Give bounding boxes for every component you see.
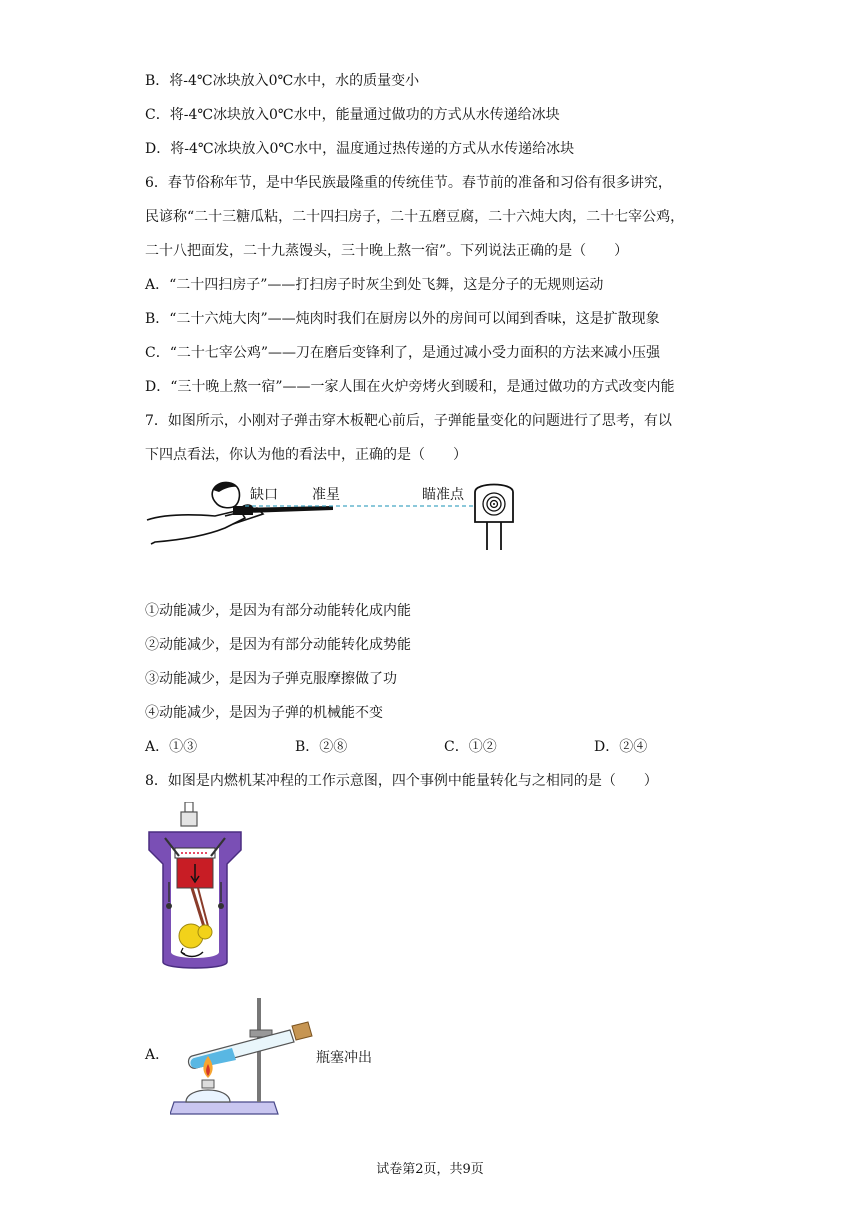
q7-option-c: C．①② [444,739,497,755]
q7-stem-line1: 7．如图所示，小刚对子弹击穿木板靶心前后，子弹能量变化的问题进行了思考，有以 [145,413,672,429]
q6-stem-line2: 民谚称“二十三糖瓜粘，二十四扫房子，二十五磨豆腐，二十六炖大肉，二十七宰公鸡， [145,209,685,225]
page-footer: 试卷第2页，共9页 [376,1162,484,1177]
q7-statement-1: ①动能减少，是因为有部分动能转化成内能 [145,603,411,619]
q6-option-c: C．“二十七宰公鸡”——刀在磨后变锋利了，是通过减小受力面积的方法来减小压强 [145,345,661,361]
q8-option-a-caption: 瓶塞冲出 [316,1050,372,1066]
q5-option-d: D．将-4℃冰块放入0℃水中，温度通过热传递的方式从水传递给冰块 [145,141,575,157]
q8-stem: 8．如图是内燃机某冲程的工作示意图，四个事例中能量转化与之相同的是（ ） [145,773,658,789]
q7-statement-3: ③动能减少，是因为子弹克服摩擦做了功 [145,671,397,687]
label-front-sight: 准星 [312,487,340,503]
q6-stem-line3: 二十八把面发，二十九蒸馒头，三十晚上熬一宿”。下列说法正确的是（ ） [145,243,629,259]
q6-option-d: D．“三十晚上熬一宿”——一家人围在火炉旁烤火到暖和，是通过做功的方式改变内能 [145,379,675,395]
rifle-aiming-figure [145,478,535,560]
label-aim-point: 瞄准点 [422,487,464,503]
q5-option-c: C．将-4℃冰块放入0℃水中，能量通过做功的方式从水传递给冰块 [145,107,560,123]
q8-option-a-letter: A． [145,1047,170,1063]
q7-option-a: A．①③ [145,739,198,755]
q7-statement-2: ②动能减少，是因为有部分动能转化成势能 [145,637,411,653]
q5-option-b: B．将-4℃冰块放入0℃水中，水的质量变小 [145,73,420,89]
q7-option-d: D．②④ [594,739,648,755]
q6-option-b: B．“二十六炖大肉”——炖肉时我们在厨房以外的房间可以闻到香味，这是扩散现象 [145,311,660,327]
label-notch: 缺口 [250,487,278,503]
q7-option-b: B．②⑧ [295,739,348,755]
q6-stem-line1: 6．春节俗称年节，是中华民族最隆重的传统佳节。春节前的准备和习俗有很多讲究， [145,175,672,191]
engine-stroke-diagram [145,802,245,974]
q6-option-a: A．“二十四扫房子”——打扫房子时灰尘到处飞舞，这是分子的无规则运动 [145,277,604,293]
q7-statement-4: ④动能减少，是因为子弹的机械能不变 [145,705,383,721]
test-tube-cork-figure [170,996,315,1118]
q7-stem-line2: 下四点看法，你认为他的看法中，正确的是（ ） [145,447,467,463]
